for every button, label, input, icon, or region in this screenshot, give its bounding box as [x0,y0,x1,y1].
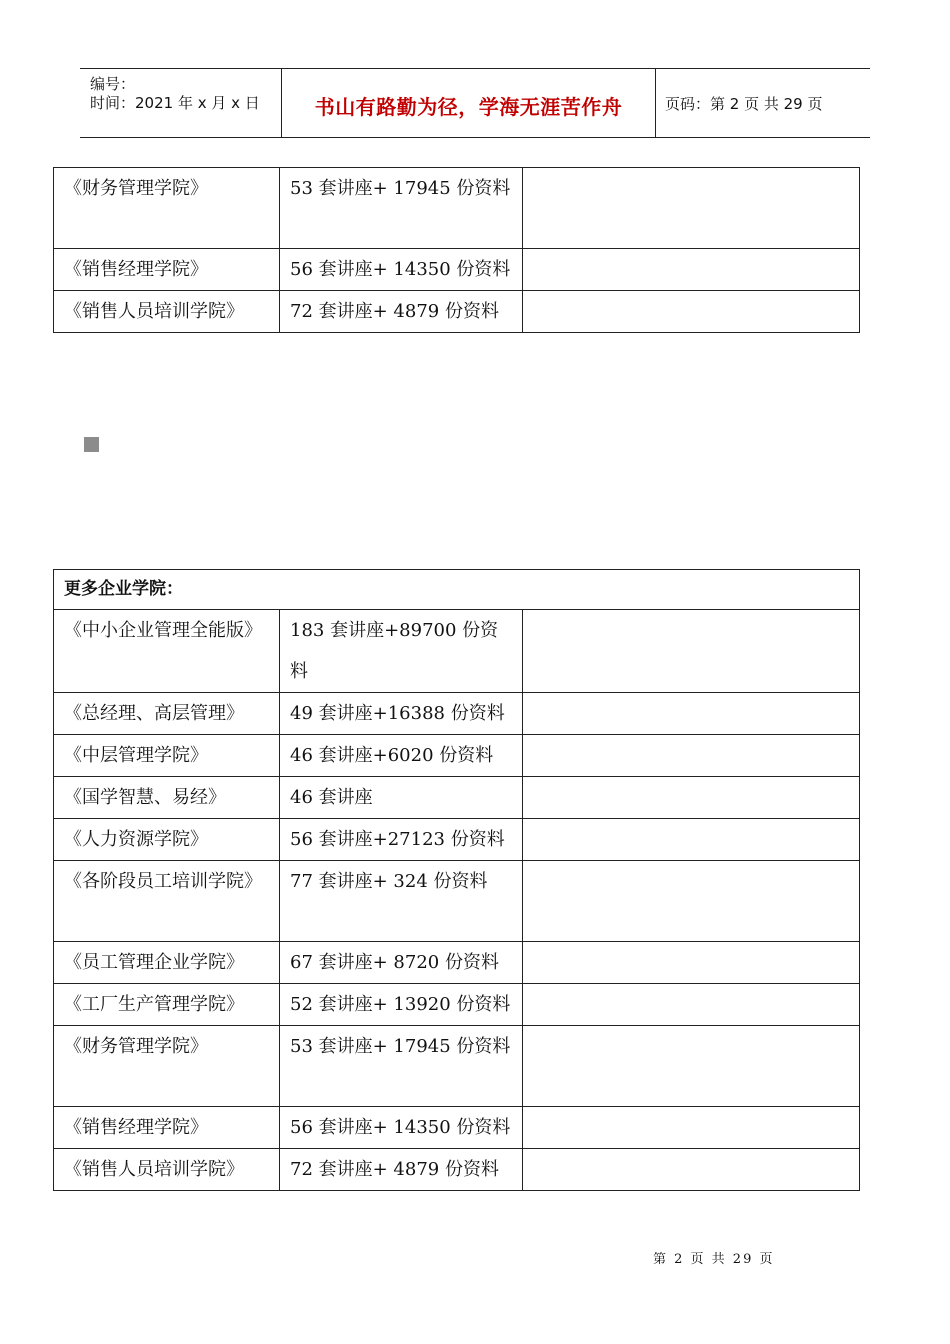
table-cell [523,291,860,333]
table-cell [54,819,280,861]
table-cell [523,819,860,861]
course-count: 53 套讲座+ 17945 份资料 [290,178,511,199]
table-cell [523,1149,860,1191]
course-count: 72 套讲座+ 4879 份资料 [290,1159,499,1180]
table-cell [54,777,280,819]
table-row [54,735,860,777]
table-cell [280,1149,523,1191]
table-cell [54,610,280,693]
course-count: 53 套讲座+ 17945 份资料 [290,1036,511,1057]
table-cell [280,819,523,861]
table-row [54,984,860,1026]
square-bullet-icon [84,437,99,452]
table-cell [280,735,523,777]
table-row [54,861,860,942]
table-cell [54,942,280,984]
table-row [54,1149,860,1191]
college-name: 《中小企业管理全能版》 [64,620,262,641]
table-row [54,942,860,984]
table-cell [523,942,860,984]
header-page-number: 页码：第 2 页 共 29 页 [665,95,823,113]
header-motto-cell [281,69,656,137]
table-cell [280,291,523,333]
course-count: 56 套讲座+27123 份资料 [290,829,505,850]
table-cell [54,693,280,735]
table-cell [523,610,860,693]
table-cell [280,861,523,942]
college-name: 《员工管理企业学院》 [64,952,244,973]
table-row [54,168,860,249]
course-count: 56 套讲座+ 14350 份资料 [290,259,511,280]
table-cell [523,735,860,777]
table-row [54,249,860,291]
course-count: 56 套讲座+ 14350 份资料 [290,1117,511,1138]
table-cell [54,168,280,249]
table-cell [280,777,523,819]
table-cell [280,249,523,291]
document-time-label: 时间：2021 年 x 月 x 日 [90,94,260,112]
table-row [54,1107,860,1149]
table-cell [523,1107,860,1149]
more-colleges-heading: 更多企业学院： [64,579,183,599]
course-count: 67 套讲座+ 8720 份资料 [290,952,499,973]
college-name: 《人力资源学院》 [64,829,208,850]
table-row [54,291,860,333]
table-cell [54,735,280,777]
table-row [54,819,860,861]
motto-text: 书山有路勤为径，学海无涯苦作舟 [314,95,623,119]
course-count: 72 套讲座+ 4879 份资料 [290,301,499,322]
table-cell [280,942,523,984]
more-colleges-table [53,569,860,1191]
course-count: 46 套讲座 [290,787,373,808]
college-name: 《销售经理学院》 [64,259,208,280]
page-header [80,68,870,138]
table-cell [280,984,523,1026]
table-row [54,693,860,735]
college-name: 《总经理、高层管理》 [64,703,244,724]
table-cell [54,249,280,291]
table-cell [523,861,860,942]
course-count: 46 套讲座+6020 份资料 [290,745,494,766]
college-name: 《销售人员培训学院》 [64,1159,244,1180]
course-count: 52 套讲座+ 13920 份资料 [290,994,511,1015]
table-cell [523,168,860,249]
college-name: 《国学智慧、易经》 [64,787,226,808]
course-count: 183 套讲座+89700 份资料 [290,620,499,682]
table-cell [54,291,280,333]
college-name: 《中层管理学院》 [64,745,208,766]
table-cell [523,249,860,291]
college-name: 《销售经理学院》 [64,1117,208,1138]
document-number-label: 编号： [90,75,136,93]
college-name: 《工厂生产管理学院》 [64,994,244,1015]
header-meta-cell [80,69,280,137]
table-cell [280,1026,523,1107]
table-cell [523,1026,860,1107]
table-cell [523,777,860,819]
table-row [54,610,860,693]
course-count: 77 套讲座+ 324 份资料 [290,871,488,892]
table-heading-row [54,570,860,610]
page-footer-number: 第 2 页 共 29 页 [653,1252,775,1267]
college-name: 《财务管理学院》 [64,1036,208,1057]
table-heading-cell [54,570,860,610]
table-cell [523,984,860,1026]
college-name: 《各阶段员工培训学院》 [64,871,262,892]
table-cell [280,1107,523,1149]
table-cell [54,1149,280,1191]
course-table-top [53,167,860,333]
table-cell [54,861,280,942]
table-cell [54,1026,280,1107]
table-row [54,777,860,819]
table-cell [280,693,523,735]
college-name: 《销售人员培训学院》 [64,301,244,322]
table-cell [523,693,860,735]
table-cell [280,610,523,693]
table-cell [280,168,523,249]
course-count: 49 套讲座+16388 份资料 [290,703,505,724]
header-page-cell [655,69,870,137]
college-name: 《财务管理学院》 [64,178,208,199]
table-row [54,1026,860,1107]
table-cell [54,984,280,1026]
table-cell [54,1107,280,1149]
